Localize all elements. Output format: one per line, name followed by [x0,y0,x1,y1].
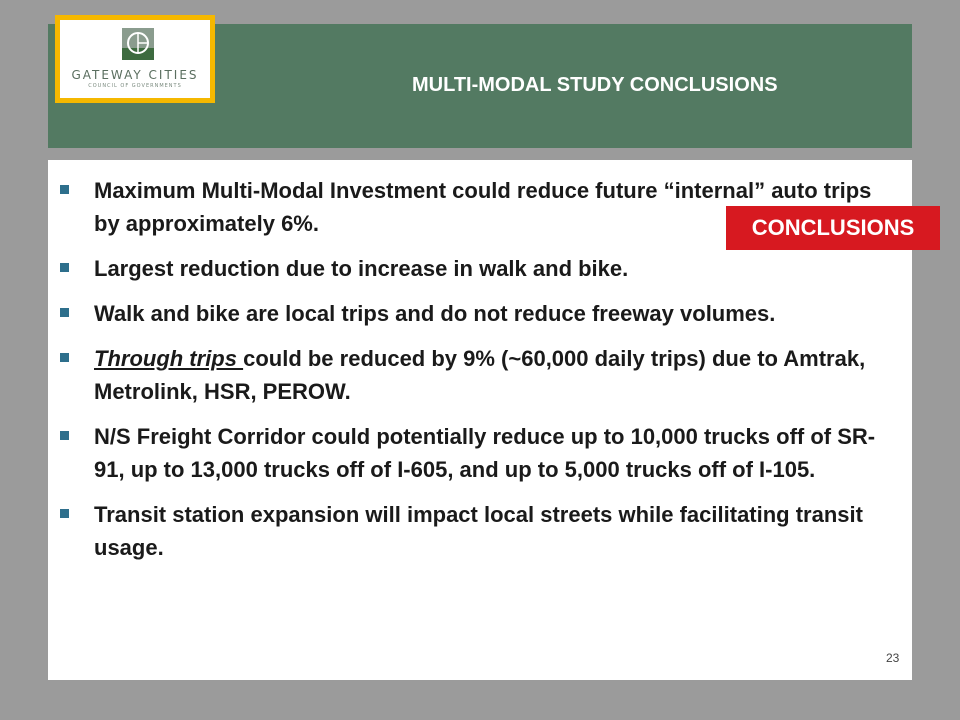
square-bullet-icon [60,431,69,440]
square-bullet-icon [60,263,69,272]
square-bullet-icon [60,509,69,518]
bullet-text: could be reduced by 9% (~60,000 daily trips) due to Amtrak, Metrolink, HSR, PEROW. [94,346,866,404]
bullet-text: Largest reduction due to increase in walk and bike. [94,256,629,281]
bullet-item [48,297,912,330]
logo [55,15,215,103]
logo-name: GATEWAY CITIES [71,68,199,82]
page-number: 23 [886,651,900,665]
bullet-text: Maximum Multi-Modal Investment could reduce future “internal” auto trips by approximately 6%. [94,178,872,236]
bullet-emphasis: Through trips [94,346,244,371]
square-bullet-icon [60,185,69,194]
bullet-item [48,498,912,564]
bullet-item [48,252,912,285]
gateway-logo-icon [122,28,154,60]
square-bullet-icon [60,353,69,362]
bullet-text: N/S Freight Corridor could potentially reduce up to 10,000 trucks off of SR-91, up to 13,000 trucks off of I-605, and up to 5,000 trucks off of I-105. [94,424,876,482]
conclusions-badge: CONCLUSIONS [726,206,940,250]
square-bullet-icon [60,308,69,317]
logo-subtitle: COUNCIL OF GOVERNMENTS [88,83,182,89]
bullet-item [48,420,912,486]
bullet-text: Walk and bike are local trips and do not reduce freeway volumes. [94,301,776,326]
bullet-text: Transit station expansion will impact local streets while facilitating transit usage. [94,502,863,560]
bullet-item [48,342,912,408]
slide-title: MULTI-MODAL STUDY CONCLUSIONS [412,74,778,96]
